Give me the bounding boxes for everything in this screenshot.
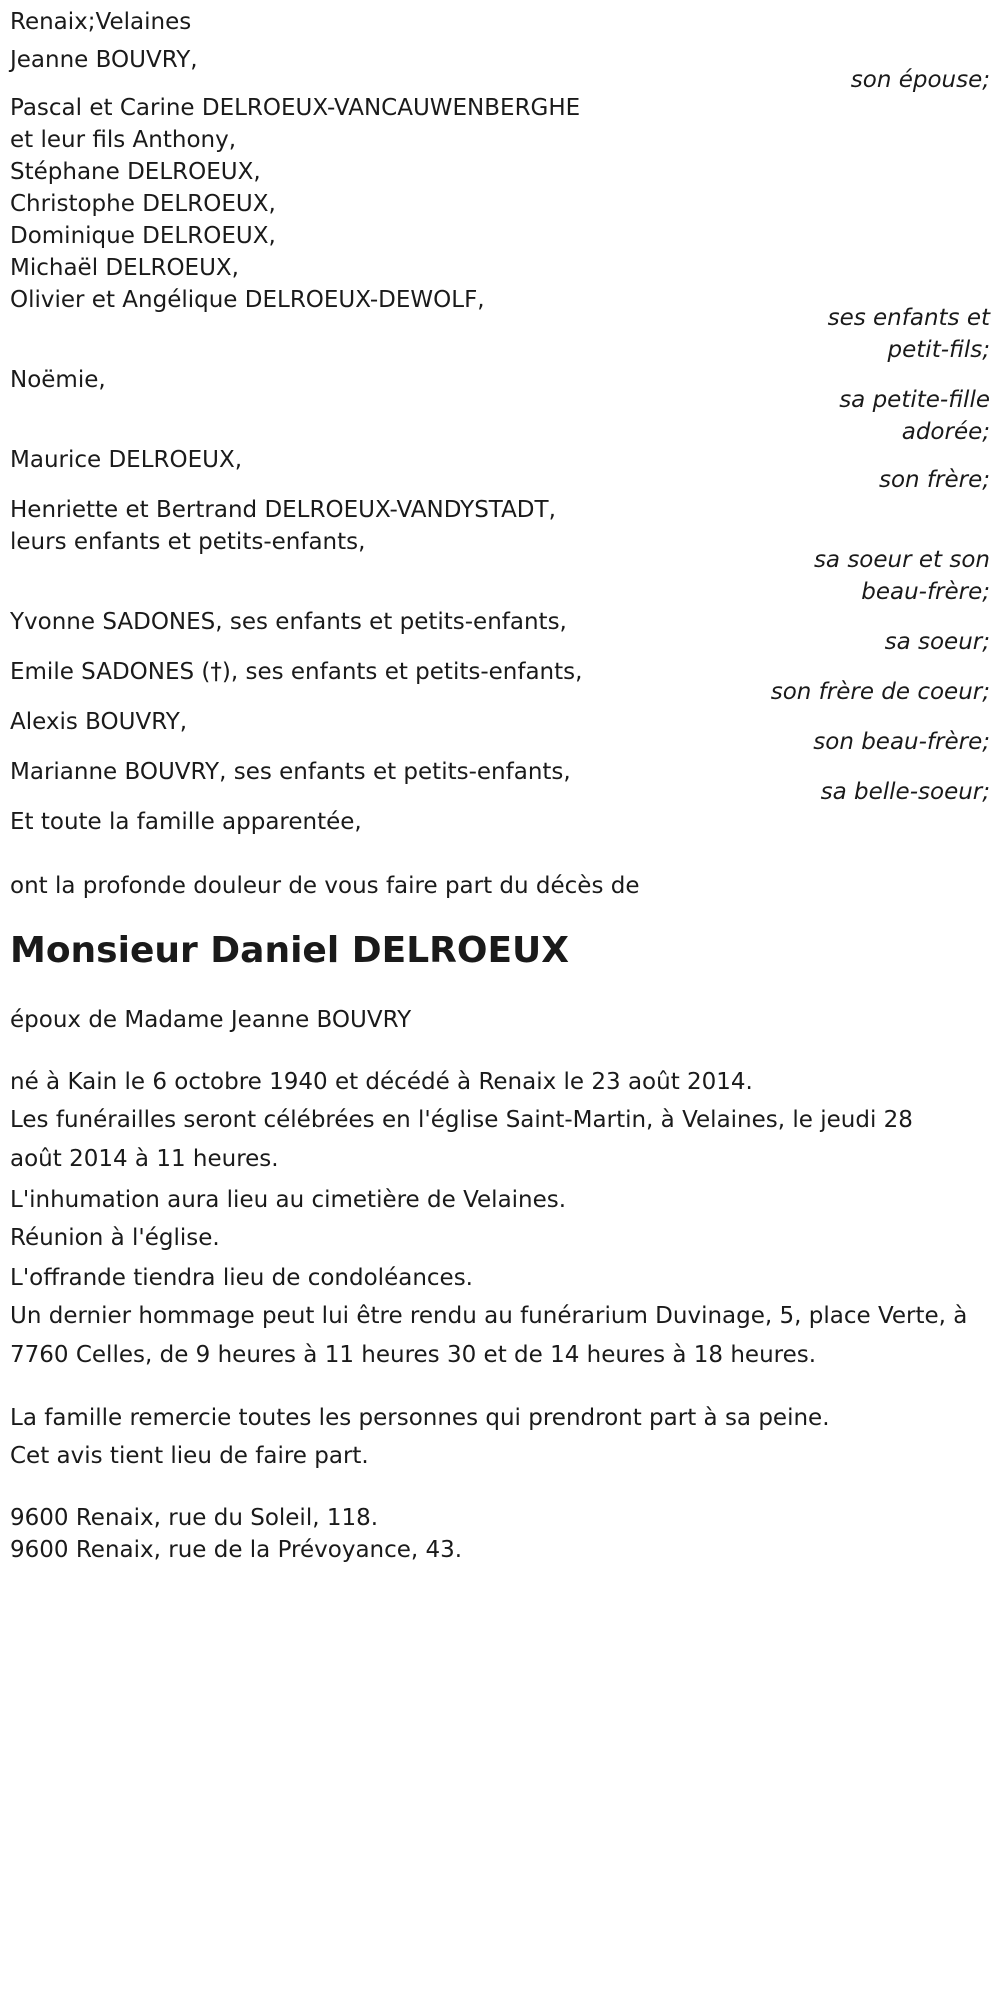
announcement-text: ont la profonde douleur de vous faire part du décès de (10, 873, 640, 899)
offering-text: L'offrande tiendra lieu de condoléances. (10, 1265, 473, 1291)
child-line: Christophe DELROEUX, (10, 191, 276, 217)
thanks-text: La famille remercie toutes les personnes qui prendront part à sa peine. (10, 1405, 830, 1431)
brother-in-law-name: Alexis BOUVRY, (10, 709, 188, 735)
sister-in-law-relation: sa belle-soeur; (820, 779, 990, 805)
child-line: Olivier et Angélique DELROEUX-DEWOLF, (10, 287, 485, 313)
address-line: 9600 Renaix, rue du Soleil, 118. (10, 1505, 379, 1531)
brother-name: Maurice DELROEUX, (10, 447, 243, 473)
spouse-line: époux de Madame Jeanne BOUVRY (10, 1007, 412, 1033)
child-line: Stéphane DELROEUX, (10, 159, 261, 185)
meeting-text: Réunion à l'église. (10, 1225, 220, 1251)
granddaughter-relation: adorée; (901, 419, 990, 445)
brother-in-law-relation: son beau-frère; (813, 729, 990, 755)
sister2-relation: sa soeur; (884, 629, 990, 655)
heart-brother-relation: son frère de coeur; (770, 679, 990, 705)
sister-name: Henriette et Bertrand DELROEUX-VANDYSTADT, (10, 497, 556, 523)
granddaughter-relation: sa petite-fille (839, 387, 990, 413)
funeral-text: Les funérailles seront célébrées en l'église Saint-Martin, à Velaines, le jeudi 28 août 2014 à 11 heures. (10, 1107, 913, 1172)
burial-text: L'inhumation aura lieu au cimetière de Velaines. (10, 1187, 567, 1213)
sister-relation: beau-frère; (861, 579, 990, 605)
location-header: Renaix;Velaines (10, 9, 192, 35)
address-line: 9600 Renaix, rue de la Prévoyance, 43. (10, 1537, 463, 1563)
children-relation: ses enfants et (827, 305, 990, 331)
sister-relation: sa soeur et son (813, 547, 990, 573)
wife-relation: son épouse; (850, 67, 990, 93)
child-line: et leur fils Anthony, (10, 127, 237, 153)
children-relation: petit-fils; (887, 337, 990, 363)
heart-brother-name: Emile SADONES (†), ses enfants et petits-enfants, (10, 659, 583, 685)
sister-in-law-name: Marianne BOUVRY, ses enfants et petits-enfants, (10, 759, 571, 785)
sister-name: leurs enfants et petits-enfants, (10, 529, 366, 555)
granddaughter-name: Noëmie, (10, 367, 106, 393)
deceased-name: Monsieur Daniel DELROEUX (10, 930, 570, 971)
wife-name: Jeanne BOUVRY, (10, 47, 198, 73)
child-line: Dominique DELROEUX, (10, 223, 276, 249)
child-line: Michaël DELROEUX, (10, 255, 239, 281)
extended-family: Et toute la famille apparentée, (10, 809, 362, 835)
notice-text: Cet avis tient lieu de faire part. (10, 1443, 369, 1469)
birth-death-text: né à Kain le 6 octobre 1940 et décédé à Renaix le 23 août 2014. (10, 1069, 753, 1095)
sister2-name: Yvonne SADONES, ses enfants et petits-enfants, (10, 609, 567, 635)
brother-relation: son frère; (878, 467, 990, 493)
child-line: Pascal et Carine DELROEUX-VANCAUWENBERGHE (10, 95, 581, 121)
tribute-text: Un dernier hommage peut lui être rendu au funérarium Duvinage, 5, place Verte, à 7760 Celles, de 9 heures à 11 heures 30 et de 14 heures à 18 heures. (10, 1303, 968, 1368)
